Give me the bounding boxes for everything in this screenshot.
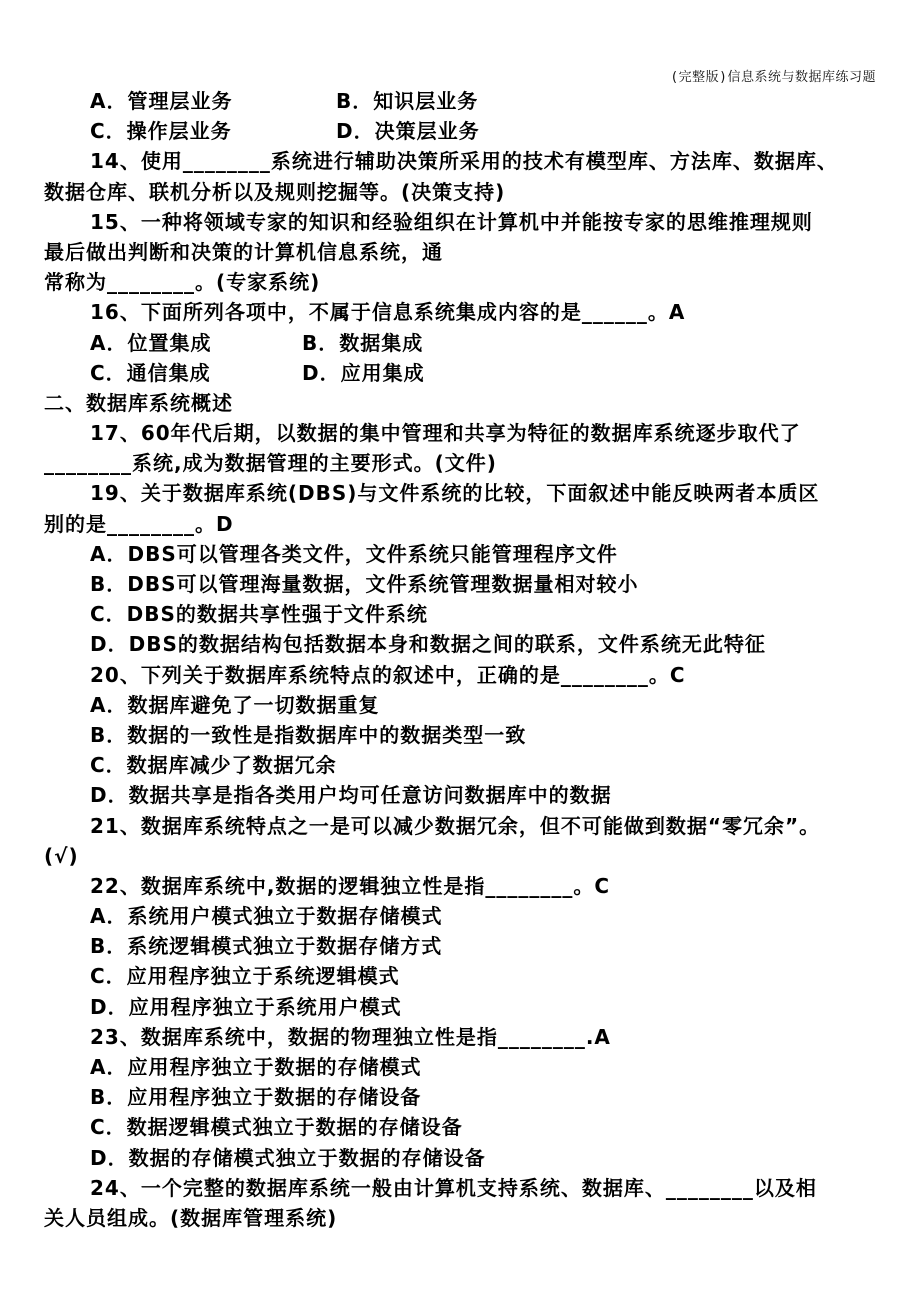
text-line: A．数据库避免了一切数据重复 bbox=[90, 692, 380, 717]
text-line: A．DBS可以管理各类文件，文件系统只能管理程序文件 bbox=[90, 541, 618, 566]
text-line: B．DBS可以管理海量数据，文件系统管理数据量相对较小 bbox=[90, 572, 639, 596]
text-line: B．系统逻辑模式独立于数据存储方式 bbox=[90, 934, 443, 959]
option-row bbox=[44, 116, 889, 146]
text-line: 二、数据库系统概述 bbox=[44, 390, 233, 415]
text-line: A．系统用户模式独立于数据存储模式 bbox=[90, 904, 443, 929]
text-line: 最后做出判断和决策的计算机信息系统，通 bbox=[44, 239, 443, 264]
option-text: D．决策层业务 bbox=[336, 119, 480, 144]
option-text: A．位置集成 bbox=[90, 330, 212, 355]
option-row bbox=[44, 358, 889, 388]
text-line: B．应用程序独立于数据的存储设备 bbox=[90, 1085, 422, 1110]
text-line: A．应用程序独立于数据的存储模式 bbox=[90, 1055, 422, 1079]
document-body bbox=[44, 86, 889, 1233]
option-text: A．管理层业务 bbox=[90, 89, 233, 113]
text-line: 15、一种将领域专家的知识和经验组织在计算机中并能按专家的思维推理规则 bbox=[90, 209, 813, 234]
text-line: C．数据逻辑模式独立于数据的存储设备 bbox=[90, 1115, 463, 1140]
option-text: B．数据集成 bbox=[302, 330, 424, 355]
option-text: D．应用集成 bbox=[302, 360, 425, 385]
text-line: D．数据共享是指各类用户均可任意访问数据库中的数据 bbox=[90, 783, 612, 808]
page-header: (完整版)信息系统与数据库练习题 bbox=[670, 70, 876, 85]
text-line: D．DBS的数据结构包括数据本身和数据之间的联系，文件系统无此特征 bbox=[90, 632, 766, 657]
text-line: 19、关于数据库系统(DBS)与文件系统的比较，下面叙述中能反映两者本质区 bbox=[90, 481, 820, 506]
text-line: 24、一个完整的数据库系统一般由计算机支持系统、数据库、________以及相 bbox=[90, 1175, 817, 1200]
text-line: 别的是________。D bbox=[44, 511, 234, 536]
text-line: 23、数据库系统中，数据的物理独立性是指________.A bbox=[90, 1024, 611, 1049]
option-text: C．通信集成 bbox=[90, 360, 211, 385]
text-line: B．数据的一致性是指数据库中的数据类型一致 bbox=[90, 722, 527, 747]
option-text: C．操作层业务 bbox=[90, 119, 232, 144]
text-line: D．数据的存储模式独立于数据的存储设备 bbox=[90, 1145, 486, 1170]
text-line: 关人员组成。(数据库管理系统) bbox=[44, 1205, 338, 1230]
text-line: D．应用程序独立于系统用户模式 bbox=[90, 994, 402, 1019]
text-line: 22、数据库系统中,数据的逻辑独立性是指________。C bbox=[90, 873, 611, 898]
text-line: C．DBS的数据共享性强于文件系统 bbox=[90, 602, 428, 627]
text-line: 常称为________。(专家系统) bbox=[44, 270, 321, 295]
text-line: 21、数据库系统特点之一是可以减少数据冗余，但不可能做到数据“零冗余”。 bbox=[90, 813, 821, 838]
text-line: 数据仓库、联机分析以及规则挖掘等。(决策支持) bbox=[44, 179, 506, 204]
text-line: 17、60年代后期，以数据的集中管理和共享为特征的数据库系统逐步取代了 bbox=[90, 421, 801, 446]
text-line: 20、下列关于数据库系统特点的叙述中，正确的是________。C bbox=[90, 662, 686, 687]
text-line: ________系统,成为数据管理的主要形式。(文件) bbox=[44, 451, 497, 476]
option-row bbox=[44, 86, 889, 116]
text-line: (√) bbox=[44, 843, 79, 868]
text-line: 16、下面所列各项中，不属于信息系统集成内容的是______。A bbox=[90, 300, 686, 325]
text-line: 14、使用________系统进行辅助决策所采用的技术有模型库、方法库、数据库、 bbox=[90, 149, 838, 174]
text-line: C．数据库减少了数据冗余 bbox=[90, 753, 337, 778]
option-text: B．知识层业务 bbox=[336, 89, 479, 113]
text-line: C．应用程序独立于系统逻辑模式 bbox=[90, 964, 400, 989]
option-row bbox=[44, 328, 889, 358]
